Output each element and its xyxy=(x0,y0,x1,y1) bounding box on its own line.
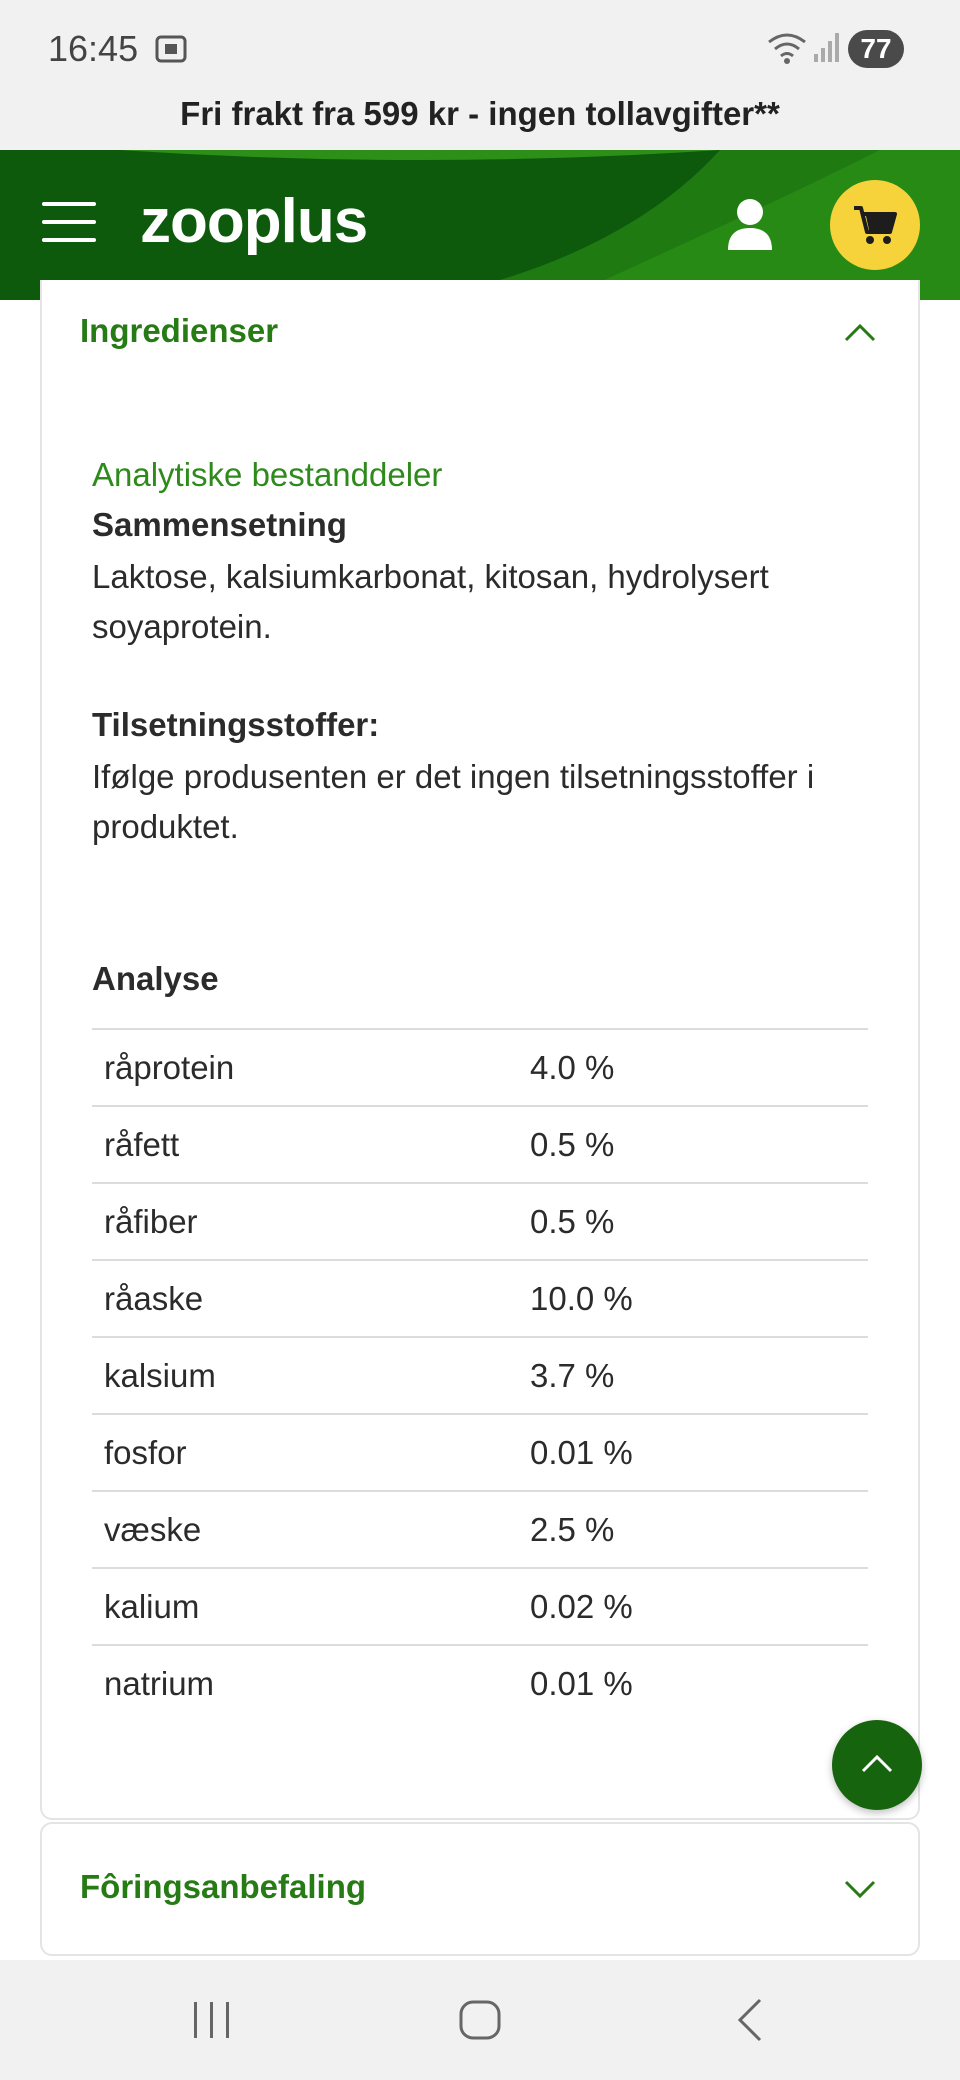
recent-apps-icon[interactable] xyxy=(190,1998,234,2042)
wifi-icon xyxy=(766,30,808,66)
analysis-value: 0.02 % xyxy=(530,1588,633,1625)
home-icon[interactable] xyxy=(458,1996,502,2044)
shipping-banner[interactable]: Fri frakt fra 599 kr - ingen tollavgifter** xyxy=(0,84,960,150)
analysis-value: 3.7 % xyxy=(530,1357,615,1394)
analysis-value: 0.5 % xyxy=(530,1203,615,1240)
battery-indicator: 77 xyxy=(848,30,904,68)
composition-heading: Sammensetning xyxy=(92,506,347,543)
table-row xyxy=(92,1259,868,1336)
back-to-top-button[interactable] xyxy=(832,1720,922,1810)
additives-text: Ifølge produsenten er det ingen tilsetningsstoffer i produktet. xyxy=(92,758,815,845)
analysis-name: råfiber xyxy=(104,1203,198,1240)
chevron-up-icon xyxy=(860,1752,894,1774)
cart-button[interactable] xyxy=(830,180,920,270)
analysis-value: 4.0 % xyxy=(530,1049,615,1086)
table-row xyxy=(92,1490,868,1567)
table-row xyxy=(92,1336,868,1413)
table-row xyxy=(92,1182,868,1259)
additives-heading: Tilsetningsstoffer: xyxy=(92,706,380,743)
analysis-value: 0.5 % xyxy=(530,1126,615,1163)
table-row xyxy=(92,1028,868,1105)
analysis-value: 0.01 % xyxy=(530,1665,633,1702)
status-time: 16:45 xyxy=(48,28,139,69)
table-row xyxy=(92,1413,868,1490)
feeding-accordion-title[interactable]: Fôringsanbefaling xyxy=(80,1868,367,1905)
back-icon[interactable] xyxy=(732,1996,768,2044)
table-row xyxy=(92,1567,868,1644)
table-row xyxy=(92,1644,868,1721)
analysis-name: kalsium xyxy=(104,1357,216,1394)
composition-text: Laktose, kalsiumkarbonat, kitosan, hydrolysert soyaprotein. xyxy=(92,558,769,645)
ingredients-accordion-title[interactable]: Ingredienser xyxy=(80,312,279,349)
screenshot-icon xyxy=(154,32,188,66)
cart-icon xyxy=(852,204,898,246)
analysis-heading: Analyse xyxy=(92,960,219,997)
analysis-name: kalium xyxy=(104,1588,200,1625)
analysis-value: 2.5 % xyxy=(530,1511,615,1548)
analysis-value: 0.01 % xyxy=(530,1434,633,1471)
chevron-down-icon[interactable] xyxy=(842,1878,878,1902)
menu-icon[interactable] xyxy=(42,202,96,246)
analysis-name: råfett xyxy=(104,1126,180,1163)
chevron-up-icon[interactable] xyxy=(842,320,878,344)
analysis-value: 10.0 % xyxy=(530,1280,633,1317)
site-header xyxy=(0,150,960,300)
analysis-name: råaske xyxy=(104,1280,204,1317)
signal-icon xyxy=(812,30,840,64)
user-icon[interactable] xyxy=(724,196,776,252)
analysis-table xyxy=(92,1028,868,1721)
zooplus-logo[interactable]: zooplus xyxy=(140,187,368,256)
table-row xyxy=(92,1105,868,1182)
analysis-name: fosfor xyxy=(104,1434,187,1471)
analysis-name: råprotein xyxy=(104,1049,235,1086)
system-navigation-bar xyxy=(0,1960,960,2080)
analysis-name: natrium xyxy=(104,1665,215,1702)
analytical-constituents-label: Analytiske bestanddeler xyxy=(92,456,443,493)
analysis-name: væske xyxy=(104,1511,202,1548)
